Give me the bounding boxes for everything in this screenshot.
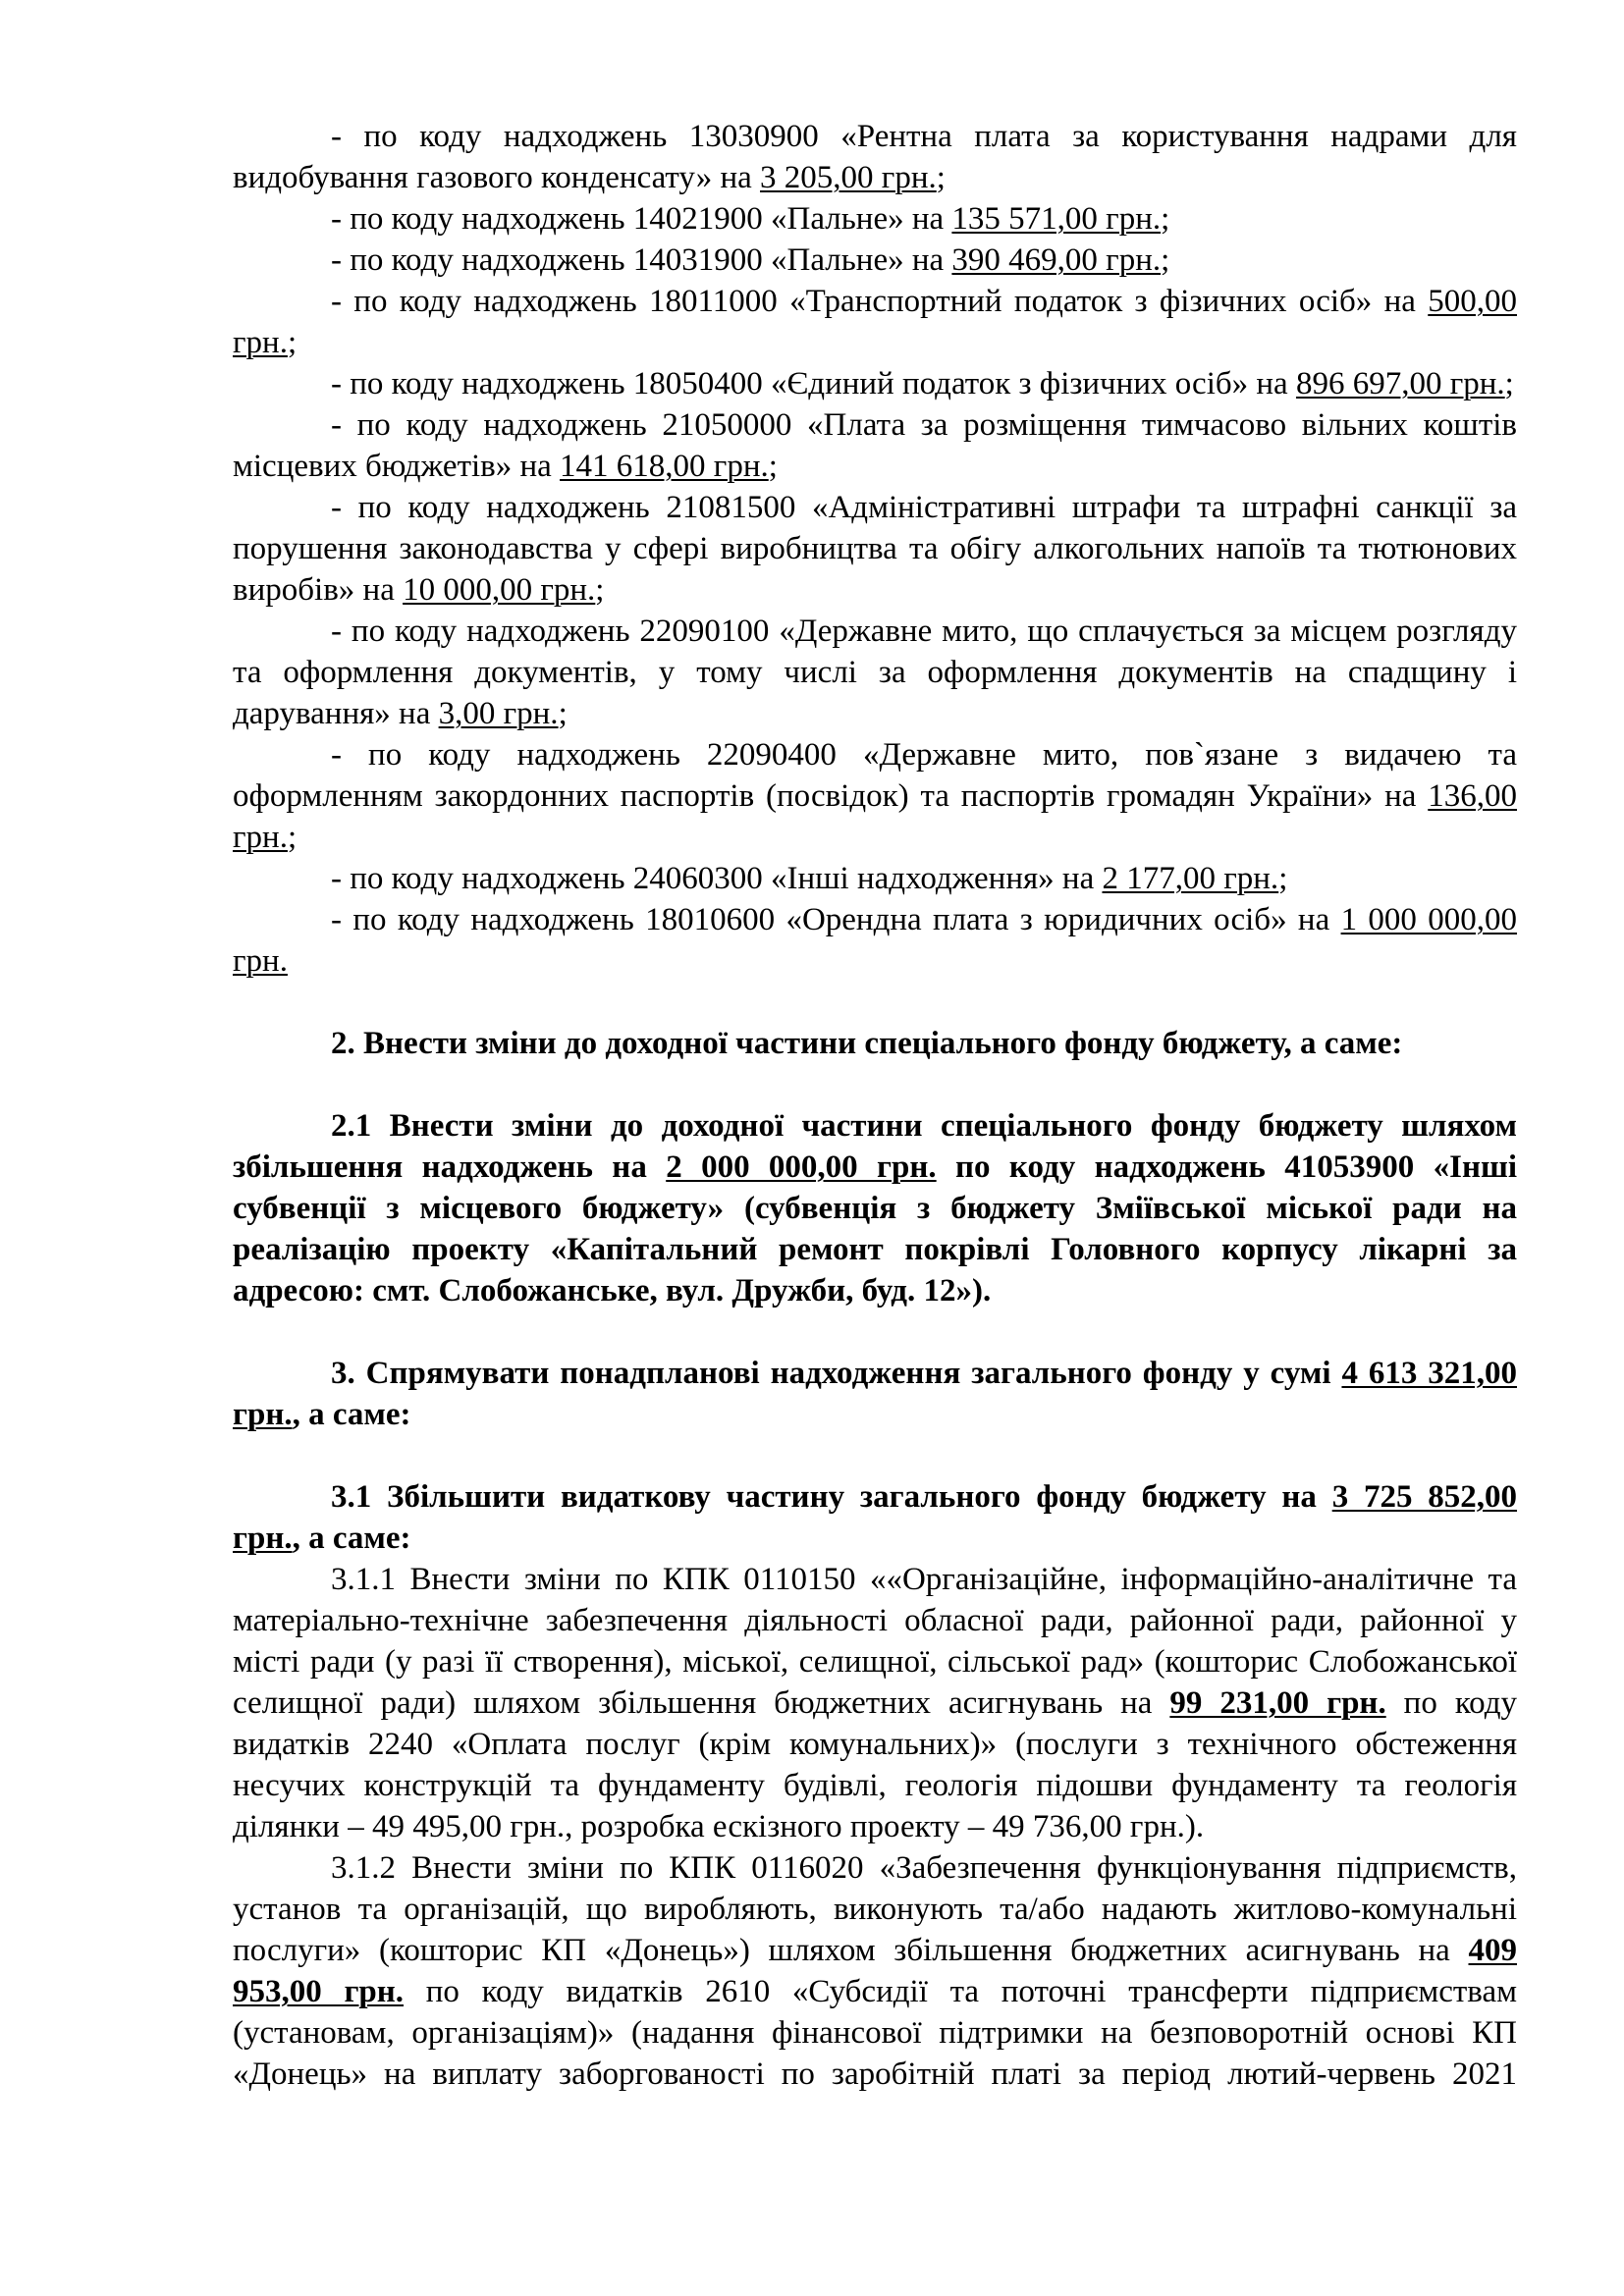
amount: 10 000,00 грн. [403, 572, 596, 608]
amount: 99 231,00 грн. [1169, 1685, 1386, 1721]
income-item: - по коду надходжень 21050000 «Плата за розміщення тимчасово вільних коштів місцевих бюджетів» на 141 618,00 грн.; [233, 407, 1517, 484]
income-item: - по коду надходжень 14021900 «Пальне» на 135 571,00 грн.; [331, 201, 1170, 237]
amount: 3,00 грн. [438, 696, 559, 731]
amount: 4 613 321,00 грн. [233, 1356, 1517, 1432]
income-item: - по коду надходжень 13030900 «Рентна плата за користування надрами для видобування газового конденсату» на 3 205,00 грн.; [233, 119, 1517, 195]
amount: 136,00 грн. [233, 778, 1517, 855]
section-3-heading: 3. Спрямувати понадпланові надходження загального фонду у сумі 4 613 321,00 грн., а саме: [233, 1356, 1517, 1432]
income-item: - по коду надходжень 18010600 «Орендна плата з юридичних осіб» на 1 000 000,00 грн. [233, 902, 1518, 979]
income-item: - по коду надходжень 18050400 «Єдиний податок з фізичних осіб» на 896 697,00 грн.; [331, 366, 1514, 401]
income-item: - по коду надходжень 22090100 «Державне мито, що сплачується за місцем розгляду та оформлення документів, у тому числі за оформлення документів на спадщину і дарування» на 3,00 грн.; [233, 614, 1517, 731]
section-2-1-paragraph: 2.1 Внести зміни до доходної частини спеціального фонду бюджету шляхом збільшення надходжень на 2 000 000,00 грн. по коду надходжень 41053900 «Інші субвенції з місцевого бюджету» (субвенція з бюджету Зміївської міської ради на реалізацію проекту «Капітальний ремонт покрівлі Головного корпусу лікарні за адресою: смт. Слобожанське, вул. Дружби, буд. 12»). [233, 1108, 1517, 1308]
amount: 2 177,00 грн. [1102, 861, 1279, 896]
section-3-1-1-paragraph: 3.1.1 Внести зміни по КПК 0110150 ««Організаційне, інформаційно-аналітичне та матеріально-технічне забезпечення діяльності обласної ради, районної ради, районної у місті ради (у разі її створення), міської, селищної, сільської рад» (кошторис Слобожанської селищної ради) шляхом збільшення бюджетних асигнувань на 99 231,00 грн. по коду видатків 2240 «Оплата послуг (крім комунальних)» (послуги з технічного обстеження несучих конструкцій та фундаменту будівлі, геологія підошви фундаменту та геологія ділянки – 49 495,00 грн., розробка ескізного проекту – 49 736,00 грн.). [233, 1562, 1518, 1844]
amount: 2 000 000,00 грн. [666, 1149, 937, 1185]
income-item: - по коду надходжень 24060300 «Інші надходження» на 2 177,00 грн.; [331, 861, 1288, 896]
amount: 390 469,00 грн. [951, 242, 1162, 278]
amount: 135 571,00 грн. [951, 201, 1162, 237]
income-item: - по коду надходжень 21081500 «Адміністративні штрафи та штрафні санкції за порушення законодавства у сфері виробництва та обігу алкогольних напоїв та тютюнових виробів» на 10 000,00 грн.; [233, 490, 1517, 608]
amount: 500,00 грн. [233, 284, 1517, 360]
section-3-1-heading: 3.1 Збільшити видаткову частину загального фонду бюджету на 3 725 852,00 грн., а саме: [233, 1479, 1518, 1556]
section-3-1-2-paragraph: 3.1.2 Внести зміни по КПК 0116020 «Забезпечення функціонування підприємств, установ та організацій, що виробляють, виконують та/або надають житлово-комунальні послуги» (кошторис КП «Донець») шляхом збільшення бюджетних асигнувань на 409 953,00 грн. по коду видатків 2610 «Субсидії та поточні трансферти підприємствам (установам, організаціям)» (надання фінансової підтримки на безповоротній основі КП «Донець» на виплату заборгованості по заробітній платі за період лютий-червень 2021 [233, 1850, 1517, 2092]
amount: 1 000 000,00 грн. [233, 902, 1518, 979]
amount: 3 725 852,00 грн. [233, 1479, 1518, 1556]
income-item: - по коду надходжень 18011000 «Транспортний податок з фізичних осіб» на 500,00 грн.; [233, 284, 1517, 360]
amount: 896 697,00 грн. [1295, 366, 1505, 401]
section-2-heading: 2. Внести зміни до доходної частини спеціального фонду бюджету, а саме: [331, 1026, 1403, 1061]
amount: 3 205,00 грн. [760, 160, 937, 195]
income-item: - по коду надходжень 14031900 «Пальне» на 390 469,00 грн.; [331, 242, 1170, 278]
income-item: - по коду надходжень 22090400 «Державне мито, пов`язане з видачею та оформленням закордонних паспортів (посвідок) та паспортів громадян України» на 136,00 грн.; [233, 737, 1517, 855]
amount: 141 618,00 грн. [560, 449, 769, 484]
document-page [233, 116, 1517, 2095]
income-items-list [233, 116, 1517, 982]
amount: 409 953,00 грн. [233, 1933, 1517, 2009]
